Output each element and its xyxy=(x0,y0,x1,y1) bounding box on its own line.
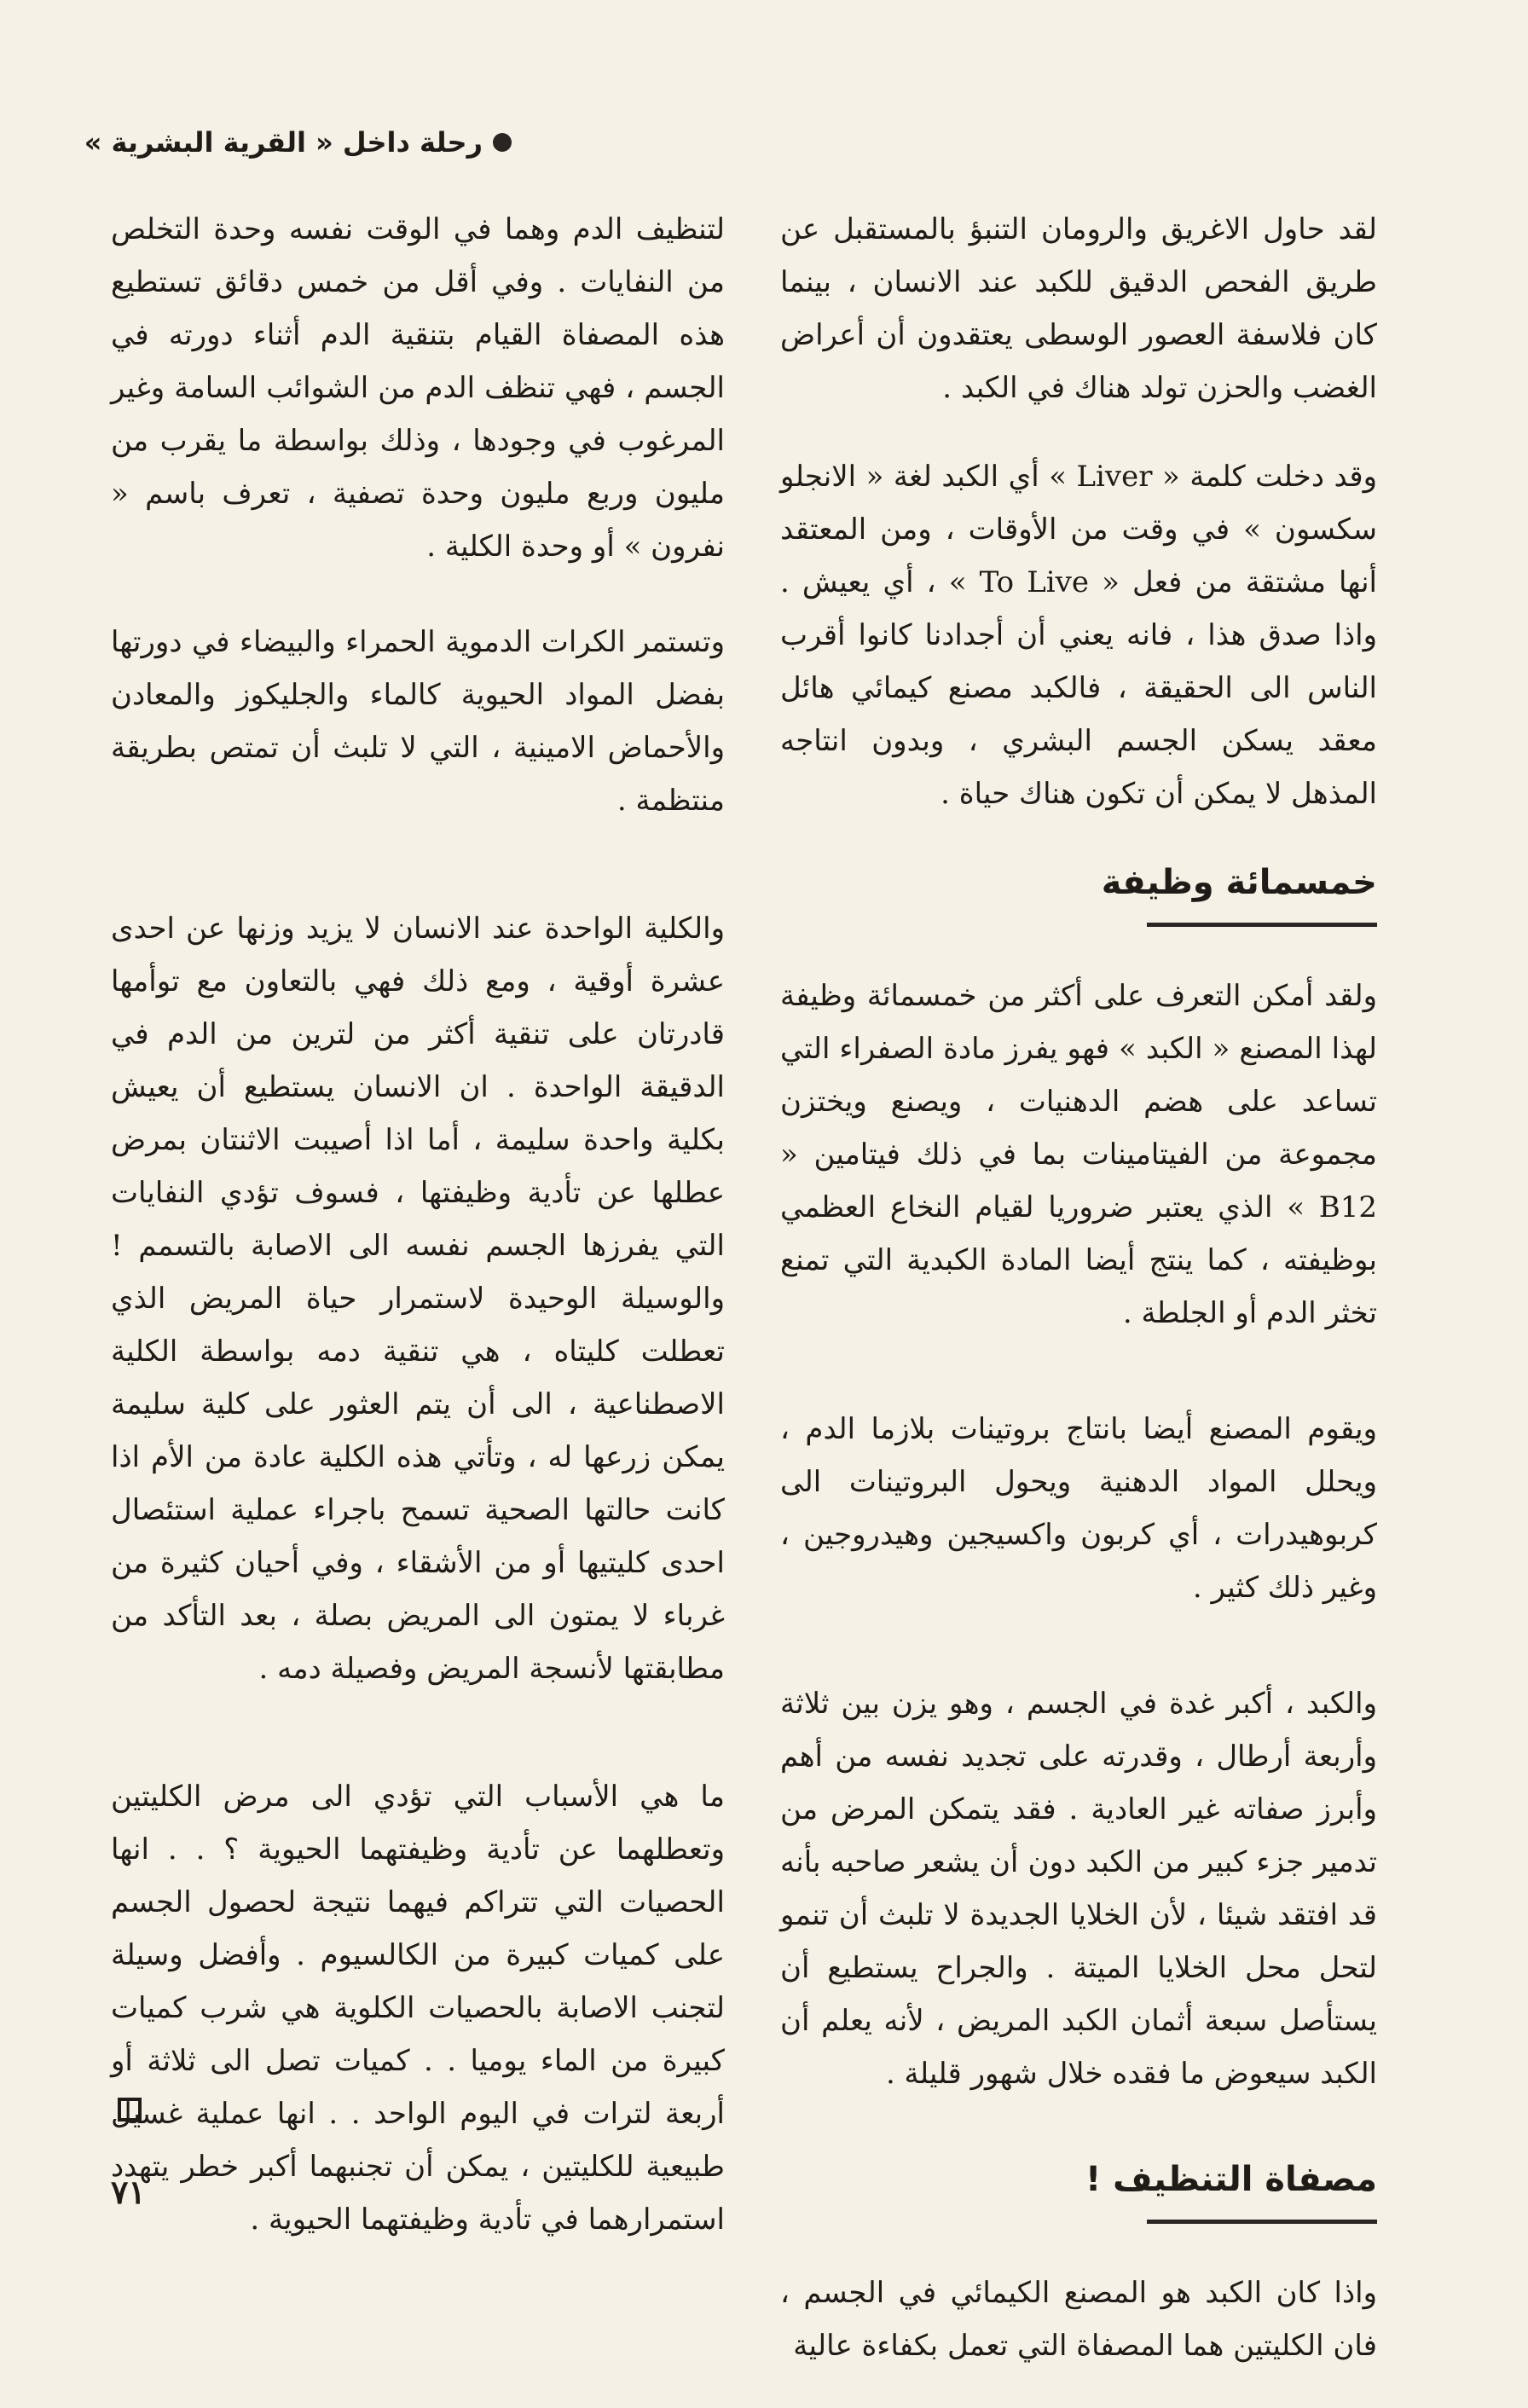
right-column xyxy=(780,203,1377,2408)
heading-rule xyxy=(1147,2220,1377,2224)
end-of-article-mark xyxy=(118,2098,142,2121)
section-heading-text: خمسمائة وظيفة xyxy=(1101,863,1377,902)
square-icon xyxy=(118,2098,142,2121)
running-header-title: رحلة داخل « القرية البشرية » xyxy=(84,126,483,159)
left-column xyxy=(111,203,725,2282)
paragraph: والكبد ، أكبر غدة في الجسم ، وهو يزن بين ثلاثة وأربعة أرطال ، وقدرته على تجديد نفسه من أهم وأبرز صفاته غير العادية . فقد يتمكن المرض من تدمير جزء كبير من الكبد دون أن يشعر صاحبه بأنه قد افتقد شيئا ، لأن الخلايا الجديدة لا تلبث أن تنمو لتحل محل الخلايا الميتة . والجراح يستطيع أن يستأصل سبعة أثمان الكبد المريض ، لأنه يعلم أن الكبد سيعوض ما فقده خلال شهور قليلة . xyxy=(780,1687,1377,2091)
paragraph: لتنظيف الدم وهما في الوقت نفسه وحدة التخلص من النفايات . وفي أقل من خمس دقائق تستطيع هذه المصفاة القيام بتنقية الدم أثناء دورته في الجسم ، فهي تنظف الدم من الشوائب السامة وغير المرغوب في وجودها ، وذلك بواسطة ما يقرب من مليون وربع مليون وحدة تصفية ، تعرف باسم « نفرون » أو وحدة الكلية . xyxy=(111,212,725,564)
heading-rule xyxy=(1147,923,1377,927)
page-number: ٧١ xyxy=(111,2173,146,2211)
section-heading-text: مصفاة التنظيف ! xyxy=(1085,2160,1377,2199)
paragraph: والكلية الواحدة عند الانسان لا يزيد وزنها عن احدى عشرة أوقية ، ومع ذلك فهي بالتعاون مع توأمها قادرتان على تنقية أكثر من لترين من الدم في الدقيقة الواحدة . ان الانسان يستطيع أن يعيش بكلية واحدة سليمة ، أما اذا أصيبت الاثنتان بمرض عطلها عن تأدية وظيفتها ، فسوف تؤدي النفايات التي يفرزها الجسم نفسه الى الاصابة بالتسمم ! والوسيلة الوحيدة لاستمرار حياة المريض الذي تعطلت كليتاه ، هي تنقية دمه بواسطة الكلية الاصطناعية ، الى أن يتم العثور على كلية سليمة يمكن زرعها له ، وتأتي هذه الكلية عادة من الأم اذا كانت حالتها الصحية تسمح باجراء عملية استئصال احدى كليتيها أو من الأشقاء ، وفي أحيان كثيرة من غرباء لا يمتون الى المريض بصلة ، بعد التأكد من مطابقتها لأنسجة المريض وفصيلة دمه . xyxy=(111,912,725,1686)
paragraph: واذا كان الكبد هو المصنع الكيمائي في الجسم ، فان الكليتين هما المصفاة التي تعمل بكفاءة عالية xyxy=(780,2276,1377,2363)
paragraph: وتستمر الكرات الدموية الحمراء والبيضاء في دورتها بفضل المواد الحيوية كالماء والجليكوز والمعادن والأحماض الامينية ، التي لا تلبث أن تمتص بطريقة منتظمة . xyxy=(111,625,725,818)
bullet-icon xyxy=(493,133,512,152)
paragraph: ولقد أمكن التعرف على أكثر من خمسمائة وظيفة لهذا المصنع « الكبد » فهو يفرز مادة الصفراء التي تساعد على هضم الدهنيات ، ويصنع ويختزن مجموعة من الفيتامينات بما في ذلك فيتامين « B12 » الذي يعتبر ضروريا لقيام النخاع العظمي بوظيفته ، كما ينتج أيضا المادة الكبدية التي تمنع تخثر الدم أو الجلطة . xyxy=(780,979,1377,1330)
paragraph: وقد دخلت كلمة « Liver » أي الكبد لغة « الانجلو سكسون » في وقت من الأوقات ، ومن المعتقد أنها مشتقة من فعل « To Live » ، أي يعيش . واذا صدق هذا ، فانه يعني أن أجدادنا كانوا أقرب الناس الى الحقيقة ، فالكبد مصنع كيمائي هائل معقد يسكن الجسم البشري ، وبدون انتاجه المذهل لا يمكن أن تكون هناك حياة . xyxy=(780,460,1377,811)
section-heading xyxy=(780,856,1377,935)
paragraph: لقد حاول الاغريق والرومان التنبؤ بالمستقبل عن طريق الفحص الدقيق للكبد عند الانسان ، بينما كان فلاسفة العصور الوسطى يعتقدون أن أعراض الغضب والحزن تولد هناك في الكبد . xyxy=(780,212,1377,405)
section-heading xyxy=(780,2153,1377,2232)
running-header xyxy=(0,126,512,159)
paragraph: ما هي الأسباب التي تؤدي الى مرض الكليتين وتعطلهما عن تأدية وظيفتهما الحيوية ؟ . . انها الحصيات التي تتراكم فيهما نتيجة لحصول الجسم على كميات كبيرة من الكالسيوم . وأفضل وسيلة لتجنب الاصابة بالحصيات الكلوية هي شرب كميات كبيرة من الماء يوميا . . كميات تصل الى ثلاثة أو أربعة لترات في اليوم الواحد . . انها عملية غسيل طبيعية للكليتين ، يمكن أن تجنبهما أكبر خطر يتهدد استمرارهما في تأدية وظيفتهما الحيوية . xyxy=(111,1780,725,2237)
paragraph: ويقوم المصنع أيضا بانتاج بروتينات بلازما الدم ، ويحلل المواد الدهنية ويحول البروتينات الى كربوهيدرات ، أي كربون واكسيجين وهيدروجين ، وغير ذلك كثير . xyxy=(780,1412,1377,1605)
